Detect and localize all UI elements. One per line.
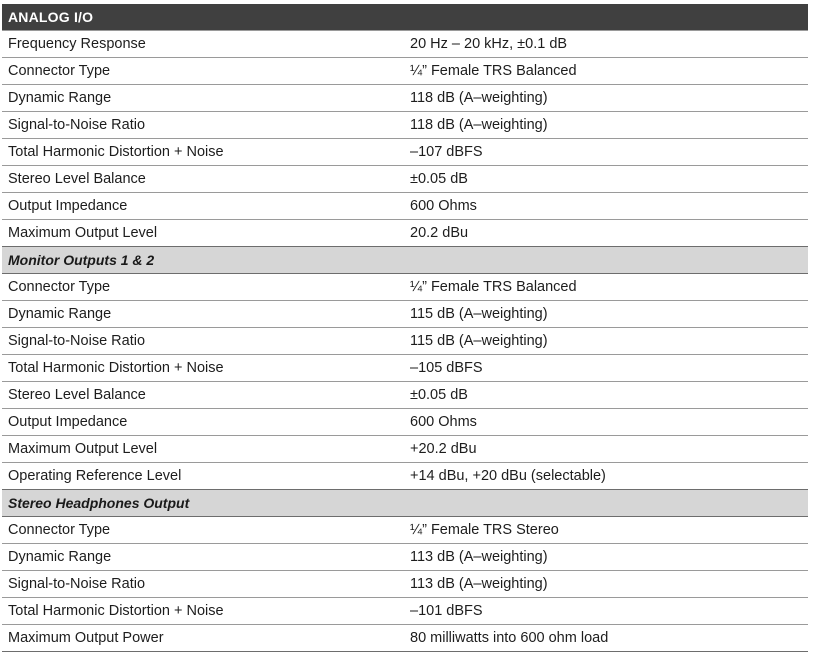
spec-value: ±0.05 dB — [404, 382, 808, 409]
table-row — [2, 85, 808, 112]
table-row — [2, 382, 808, 409]
spec-label: Signal-to-Noise Ratio — [2, 328, 404, 355]
table-row — [2, 463, 808, 490]
table-title: ANALOG I/O — [2, 4, 808, 31]
spec-value: ¼” Female TRS Stereo — [404, 517, 808, 544]
spec-label: Frequency Response — [2, 31, 404, 58]
spec-label: Dynamic Range — [2, 301, 404, 328]
spec-label: Total Harmonic Distortion + Noise — [2, 139, 404, 166]
spec-label: Total Harmonic Distortion + Noise — [2, 598, 404, 625]
table-row — [2, 112, 808, 139]
spec-value: 115 dB (A–weighting) — [404, 328, 808, 355]
spec-label: Connector Type — [2, 517, 404, 544]
spec-label: Dynamic Range — [2, 85, 404, 112]
spec-table — [2, 4, 808, 652]
table-row — [2, 517, 808, 544]
spec-value: 118 dB (A–weighting) — [404, 112, 808, 139]
section-header-row — [2, 247, 808, 274]
spec-value: –107 dBFS — [404, 139, 808, 166]
spec-value: –101 dBFS — [404, 598, 808, 625]
spec-table-body — [2, 4, 808, 652]
table-row — [2, 355, 808, 382]
spec-value: 600 Ohms — [404, 409, 808, 436]
table-row — [2, 598, 808, 625]
spec-value: 118 dB (A–weighting) — [404, 85, 808, 112]
spec-label: Maximum Output Level — [2, 220, 404, 247]
spec-value: ±0.05 dB — [404, 166, 808, 193]
spec-value: +14 dBu, +20 dBu (selectable) — [404, 463, 808, 490]
spec-value: 80 milliwatts into 600 ohm load — [404, 625, 808, 652]
spec-value: +20.2 dBu — [404, 436, 808, 463]
spec-value: 113 dB (A–weighting) — [404, 544, 808, 571]
section-header-row — [2, 490, 808, 517]
table-row — [2, 301, 808, 328]
spec-value: ¼” Female TRS Balanced — [404, 274, 808, 301]
spec-label: Total Harmonic Distortion + Noise — [2, 355, 404, 382]
spec-label: Signal-to-Noise Ratio — [2, 112, 404, 139]
spec-value: ¼” Female TRS Balanced — [404, 58, 808, 85]
spec-label: Maximum Output Level — [2, 436, 404, 463]
table-row — [2, 166, 808, 193]
section-heading: Monitor Outputs 1 & 2 — [2, 247, 808, 274]
spec-label: Dynamic Range — [2, 544, 404, 571]
spec-label: Maximum Output Power — [2, 625, 404, 652]
table-row — [2, 139, 808, 166]
table-row — [2, 571, 808, 598]
spec-label: Output Impedance — [2, 193, 404, 220]
table-row — [2, 31, 808, 58]
section-heading: Stereo Headphones Output — [2, 490, 808, 517]
table-row — [2, 436, 808, 463]
table-row — [2, 328, 808, 355]
spec-label: Output Impedance — [2, 409, 404, 436]
table-row — [2, 409, 808, 436]
table-row — [2, 274, 808, 301]
spec-label: Stereo Level Balance — [2, 166, 404, 193]
spec-label: Connector Type — [2, 58, 404, 85]
spec-label: Connector Type — [2, 274, 404, 301]
spec-label: Stereo Level Balance — [2, 382, 404, 409]
spec-label: Operating Reference Level — [2, 463, 404, 490]
table-row — [2, 220, 808, 247]
spec-value: 115 dB (A–weighting) — [404, 301, 808, 328]
table-title-row — [2, 4, 808, 31]
spec-value: 600 Ohms — [404, 193, 808, 220]
table-row — [2, 58, 808, 85]
spec-label: Signal-to-Noise Ratio — [2, 571, 404, 598]
spec-value: 20.2 dBu — [404, 220, 808, 247]
spec-value: 20 Hz – 20 kHz, ±0.1 dB — [404, 31, 808, 58]
table-row — [2, 193, 808, 220]
spec-value: –105 dBFS — [404, 355, 808, 382]
table-row — [2, 544, 808, 571]
spec-value: 113 dB (A–weighting) — [404, 571, 808, 598]
table-row — [2, 625, 808, 652]
